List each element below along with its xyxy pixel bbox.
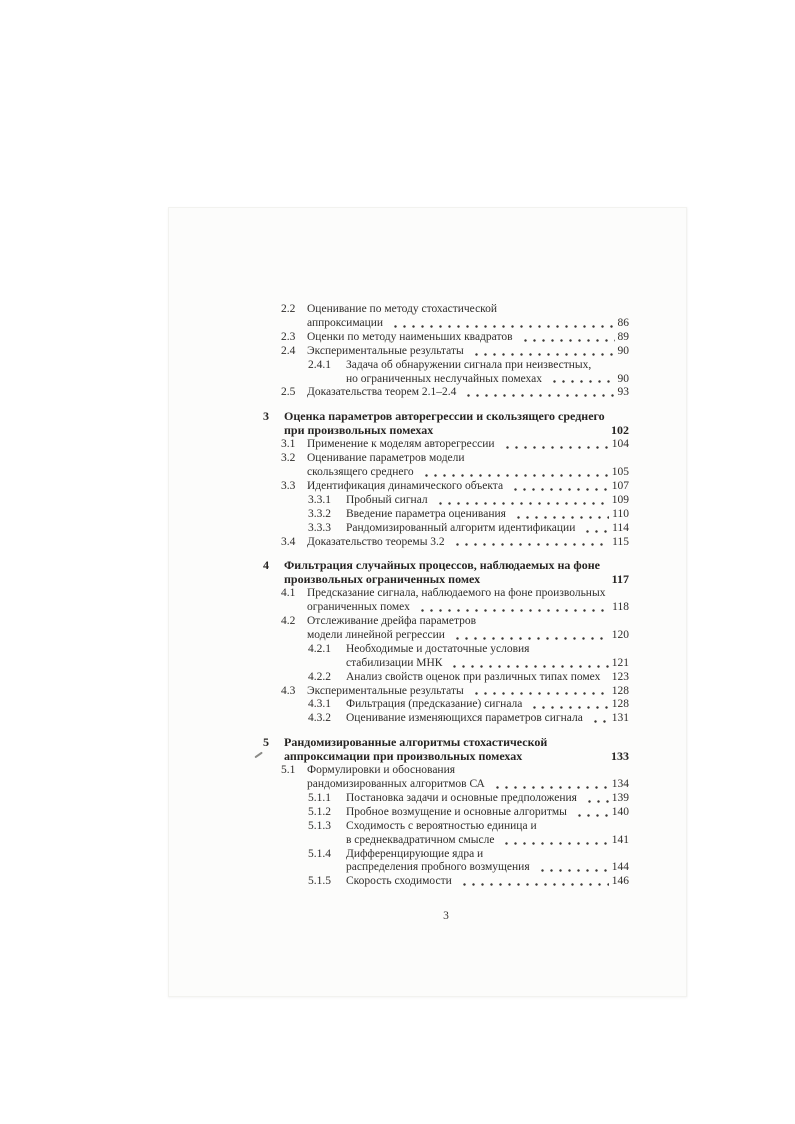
toc-entry-5.1.2: [308, 806, 629, 820]
toc-content: [169, 208, 686, 924]
entry-number: 5.1.1: [308, 791, 331, 804]
page-number-footer: [263, 910, 629, 924]
toc-entry-line: [281, 331, 629, 345]
entry-page-number: 105: [611, 465, 629, 478]
entry-number: 4: [263, 558, 269, 573]
entry-title-text: при произвольных помехах: [284, 423, 434, 438]
toc-entry-3.3: [281, 480, 629, 494]
toc-entry-line: [263, 410, 629, 424]
toc-entry-line: [281, 685, 629, 699]
dot-leader: [440, 424, 608, 438]
entry-title-text: в среднеквадратичном смысле: [346, 833, 495, 846]
entry-number: 3: [263, 409, 269, 424]
toc-entry-line: [308, 861, 629, 875]
entry-title-text: Оценивание параметров модели: [307, 452, 465, 465]
toc-entry-2.3: [281, 331, 629, 345]
dot-leader: [487, 573, 609, 587]
toc-entry-3.2: [281, 452, 629, 480]
entry-title-text: Постановка задачи и основные предположения: [346, 791, 577, 804]
dot-leader: [452, 536, 610, 550]
toc-entry-4.3: [281, 685, 629, 699]
toc-entry-line: [281, 345, 629, 359]
toc-entry-5.1: [281, 764, 629, 792]
toc-entry-line: [281, 601, 629, 615]
toc-entry-4.1: [281, 587, 629, 615]
entry-page-number: 93: [617, 386, 629, 399]
entry-title-text: Оценивание изменяющихся параметров сигнала: [346, 712, 583, 725]
entry-title-text: рандомизированных алгоритмов СА: [307, 778, 485, 790]
entry-title-text: Доказательства теорем 2.1–2.4: [307, 386, 457, 399]
entry-page-number: 123: [611, 670, 629, 683]
entry-number: 3.3.3: [308, 521, 331, 534]
dot-leader: [549, 373, 614, 387]
entry-page-number: 86: [617, 316, 629, 329]
entry-title-text: Предсказание сигнала, наблюдаемого на фоне произвольных: [307, 587, 606, 600]
dot-leader: [574, 806, 609, 820]
dot-leader: [492, 778, 609, 792]
page-number: 3: [443, 910, 449, 923]
entry-number: 5.1.4: [308, 847, 331, 860]
entry-page-number: 115: [612, 535, 629, 548]
dot-leader: [435, 494, 609, 508]
toc-entry-line: [281, 764, 629, 778]
toc-entry-line: [308, 806, 629, 820]
entry-page-number: 117: [611, 572, 629, 587]
toc-entry-4.3.1: [308, 698, 629, 712]
dot-leader: [510, 480, 609, 494]
toc-entry-5.1.3: [308, 820, 629, 848]
toc-entry-line: [281, 536, 629, 550]
entry-number: 5.1: [281, 764, 296, 777]
toc-entry-5.1.1: [308, 792, 629, 806]
toc-entry-line: [308, 522, 629, 536]
entry-title-text: Дифференцирующие ядра и: [346, 847, 484, 860]
entry-title-text: Рандомизированные алгоритмы стохастической: [284, 735, 548, 750]
entry-number: 2.4.1: [308, 358, 331, 371]
entry-title-text: Оценивание по методу стохастической: [307, 303, 498, 315]
toc-entry-line: [263, 559, 629, 573]
entry-title-text: стабилизации МНК: [346, 656, 443, 669]
entry-title-text: Оценка параметров авторегрессии и скользящего среднего: [284, 409, 605, 424]
entry-number: 4.2: [281, 615, 296, 628]
toc-entry-line: [263, 424, 629, 438]
entry-title-text: Оценки по методу наименьших квадратов: [307, 330, 513, 343]
toc-entry-line: [281, 386, 629, 400]
entry-title-text: Доказательство теоремы 3.2: [307, 535, 445, 548]
entry-page-number: 128: [611, 698, 629, 711]
dot-leader: [520, 331, 615, 345]
entry-title-text: Скорость сходимости: [346, 875, 452, 888]
dot-leader: [529, 750, 608, 764]
toc-entry-line: [308, 359, 629, 373]
entry-title-text: Сходимость с вероятностью единица и: [346, 819, 537, 832]
entry-page-number: 139: [611, 791, 629, 804]
entry-title-text: Пробное возмущение и основные алгоритмы: [346, 805, 567, 818]
entry-number: 4.1: [281, 587, 296, 600]
toc-entry-3.3.2: [308, 508, 629, 522]
toc-entry-line: [281, 466, 629, 480]
dot-leader: [390, 317, 614, 331]
entry-page-number: 146: [611, 875, 629, 888]
entry-number: 5.1.3: [308, 819, 331, 832]
entry-page-number: 121: [611, 656, 629, 669]
toc-entry-2.4.1: [308, 359, 629, 387]
toc-entry-line: [281, 438, 629, 452]
toc-entry-2.2: [281, 303, 629, 331]
toc-entry-line: [308, 834, 629, 848]
entry-number: 3.3: [281, 479, 296, 492]
entry-page-number: 140: [611, 805, 629, 818]
dot-leader: [582, 522, 609, 536]
toc-entry-2.5: [281, 386, 629, 400]
dot-leader: [471, 685, 609, 699]
entry-page-number: 107: [611, 479, 629, 492]
entry-title-text: Отслеживание дрейфа параметров: [307, 615, 477, 628]
entry-title-text: ограниченных помех: [307, 601, 410, 614]
dot-leader: [537, 861, 609, 875]
entry-number: 3.3.1: [308, 493, 331, 506]
entry-number: 5.1.2: [308, 805, 331, 818]
toc-entry-line: [308, 373, 629, 387]
entry-title-text: Рандомизированный алгоритм идентификации: [346, 521, 576, 534]
entry-number: 4.3: [281, 684, 296, 697]
entry-title-text: Экспериментальные результаты: [307, 684, 464, 697]
dot-leader: [449, 657, 608, 671]
entry-page-number: 120: [611, 628, 629, 641]
entry-title-text: Задача об обнаружении сигнала при неизвестных,: [346, 358, 592, 371]
dot-leader: [421, 466, 609, 480]
toc-entry-3.1: [281, 438, 629, 452]
toc-entry-line: [308, 494, 629, 508]
dot-leader: [417, 601, 609, 615]
toc-entry-line: [308, 671, 629, 685]
entry-page-number: 104: [611, 438, 629, 451]
dot-leader: [501, 834, 608, 848]
entry-number: 3.4: [281, 535, 296, 548]
entry-page-number: 102: [611, 423, 629, 438]
dot-leader: [471, 345, 615, 359]
toc-entry-line: [281, 778, 629, 792]
toc-entry-line: [263, 573, 629, 587]
entry-page-number: 141: [611, 833, 629, 846]
toc-entry-line: [281, 615, 629, 629]
toc-entry-line: [308, 875, 629, 889]
dot-leader: [463, 386, 614, 400]
entry-title-text: Введение параметра оценивания: [346, 507, 506, 520]
entry-title-text: скользящего среднего: [307, 465, 414, 478]
entry-number: 4.2.2: [308, 670, 331, 683]
toc-entry-3.4: [281, 536, 629, 550]
entry-title-text: аппроксимации: [307, 316, 384, 329]
entry-title-text: аппроксимации при произвольных помехах: [284, 749, 523, 764]
entry-number: 4.3.2: [308, 712, 331, 725]
dot-leader: [529, 698, 608, 712]
entry-title-text: Экспериментальные результаты: [307, 344, 464, 357]
entry-page-number: 90: [617, 344, 629, 357]
entry-title-text: распределения пробного возмущения: [346, 861, 530, 874]
entry-page-number: 133: [611, 749, 629, 764]
toc-entry-line: [281, 480, 629, 494]
toc-entry-5.1.5: [308, 875, 629, 889]
toc-entry-line: [281, 452, 629, 466]
toc-entry-line: [308, 792, 629, 806]
toc-entry-line: [281, 587, 629, 601]
dot-leader: [584, 792, 609, 806]
toc-entry-line: [281, 303, 629, 317]
entry-title-text: Фильтрация (предсказание) сигнала: [346, 698, 523, 711]
entry-page-number: 89: [617, 330, 629, 343]
entry-title-text: Пробный сигнал: [346, 493, 428, 506]
entry-number: 5: [263, 735, 269, 750]
entry-page-number: 134: [611, 778, 629, 790]
toc-entry-line: [308, 643, 629, 657]
entry-title-text: Необходимые и достаточные условия: [346, 642, 530, 655]
toc-entry-4: [263, 559, 629, 587]
toc-entry-5: [263, 736, 629, 764]
toc-entry-line: [281, 629, 629, 643]
toc-entry-line: [263, 736, 629, 750]
entry-number: 3.2: [281, 452, 296, 465]
toc-entry-line: [308, 698, 629, 712]
entry-number: 2.5: [281, 386, 296, 399]
entry-number: 2.3: [281, 330, 296, 343]
entry-number: 5.1.5: [308, 875, 331, 888]
dot-leader: [513, 508, 609, 522]
entry-page-number: 118: [612, 601, 629, 614]
toc-entry-4.2.1: [308, 643, 629, 671]
entry-page-number: 128: [611, 684, 629, 697]
entry-number: 4.2.1: [308, 642, 331, 655]
entry-title-text: но ограниченных неслучайных помехах: [346, 372, 543, 385]
toc-entry-4.2.2: [308, 671, 629, 685]
toc-entries: [263, 303, 629, 889]
entry-title-text: Анализ свойств оценок при различных типах помех: [346, 670, 601, 683]
toc-entry-5.1.4: [308, 848, 629, 876]
entry-number: 4.3.1: [308, 698, 331, 711]
toc-entry-3.3.3: [308, 522, 629, 536]
toc-entry-4.3.2: [308, 712, 629, 726]
toc-entry-line: [263, 750, 629, 764]
toc-entry-line: [308, 657, 629, 671]
entry-number: 2.2: [281, 303, 296, 315]
entry-number: 3.3.2: [308, 507, 331, 520]
entry-title-text: Применение к моделям авторегрессии: [307, 438, 495, 451]
dot-leader: [590, 712, 609, 726]
entry-title-text: Идентификация динамического объекта: [307, 479, 504, 492]
toc-entry-4.2: [281, 615, 629, 643]
entry-number: 3.1: [281, 438, 296, 451]
toc-entry-line: [308, 820, 629, 834]
toc-entry-2.4: [281, 345, 629, 359]
entry-title-text: модели линейной регрессии: [307, 628, 445, 641]
entry-page-number: 144: [611, 861, 629, 874]
entry-title-text: Формулировки и обоснования: [307, 764, 456, 777]
dot-leader: [502, 438, 609, 452]
toc-entry-3.3.1: [308, 494, 629, 508]
entry-page-number: 114: [612, 521, 629, 534]
toc-entry-line: [308, 848, 629, 862]
entry-page-number: 131: [611, 712, 629, 725]
entry-page-number: 110: [612, 507, 629, 520]
toc-entry-line: [281, 317, 629, 331]
entry-title-text: Фильтрация случайных процессов, наблюдаемых на фоне: [284, 558, 600, 573]
toc-entry-line: [308, 712, 629, 726]
entry-number: 2.4: [281, 344, 296, 357]
document-page: [168, 207, 687, 997]
dot-leader: [459, 875, 609, 889]
entry-page-number: 109: [611, 493, 629, 506]
entry-page-number: 90: [617, 372, 629, 385]
toc-entry-line: [308, 508, 629, 522]
dot-leader: [607, 671, 608, 685]
toc-entry-3: [263, 410, 629, 438]
entry-title-text: произвольных ограниченных помех: [284, 572, 481, 587]
dot-leader: [452, 629, 609, 643]
